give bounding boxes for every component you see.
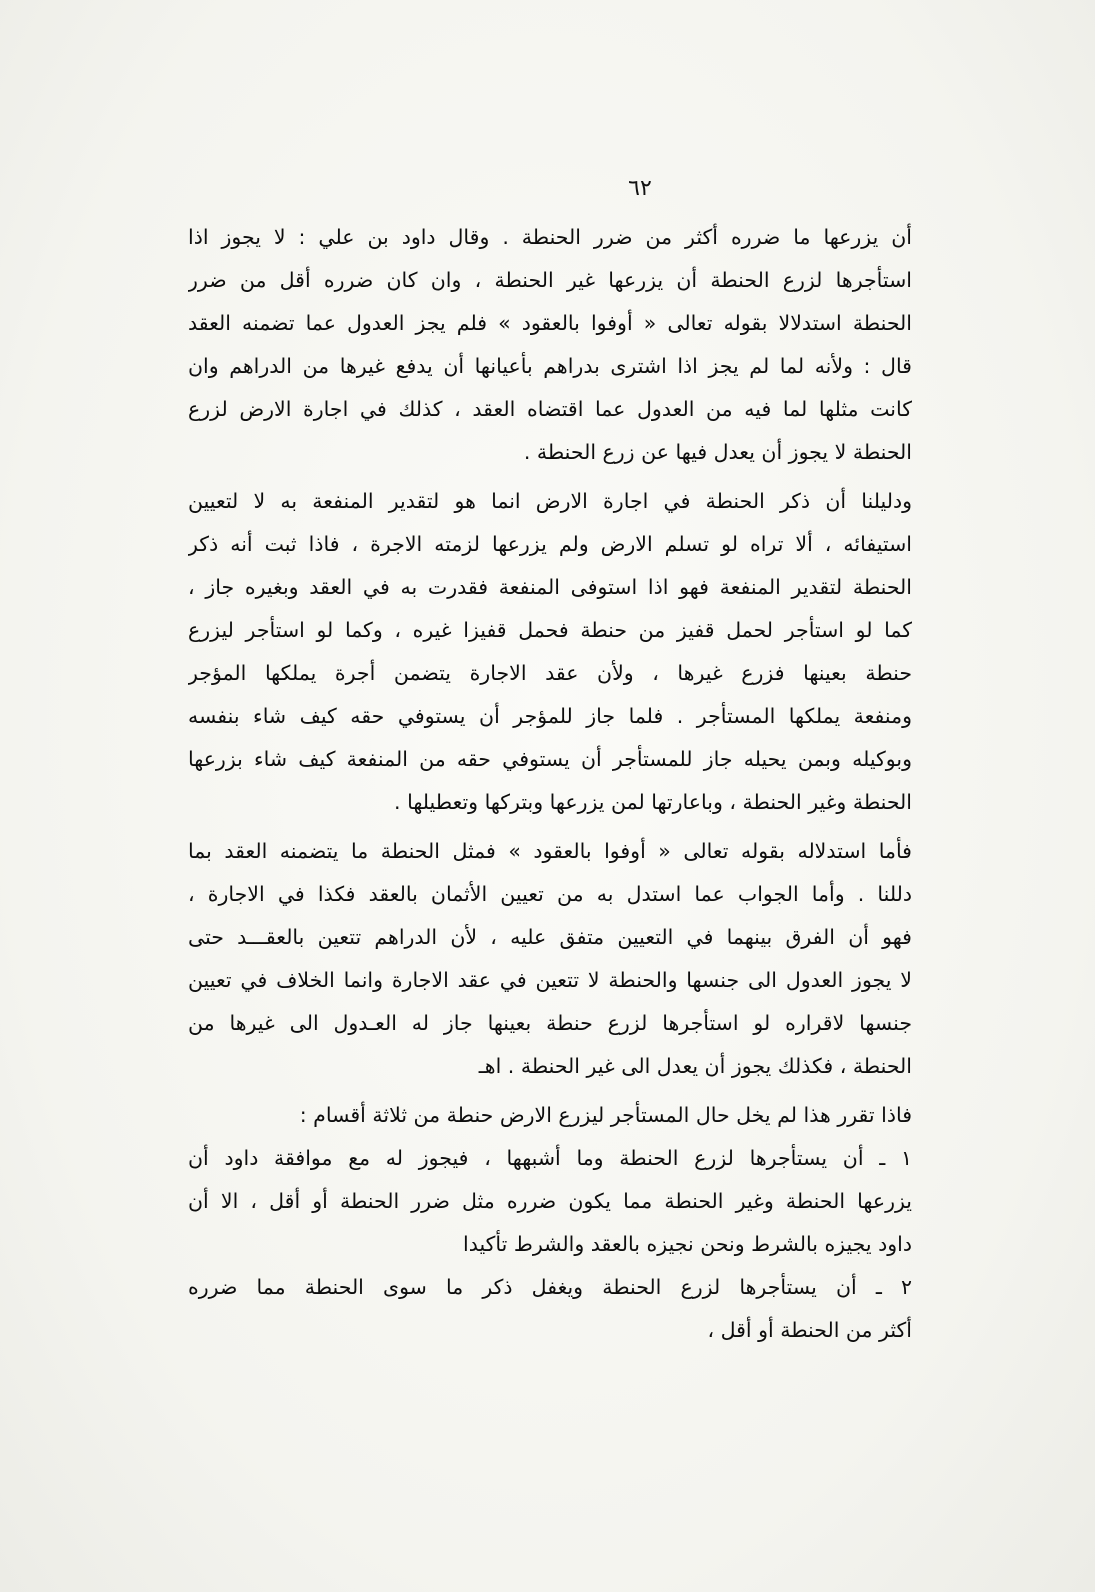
text-line: استيفائه ، ألا تراه لو تسلم الارض ولم يزرعها لزمته الاجرة ، فاذا ثبت أنه ذكر — [188, 532, 912, 556]
text-line: فهو أن الفرق بينهما في التعيين متفق عليه ، لأن الدراهم تتعين بالعقـــد حتى — [188, 925, 912, 949]
text-line: داود يجيزه بالشرط ونحن نجيزه بالعقد والشرط تأكيدا — [463, 1232, 912, 1256]
body-text — [188, 216, 912, 1352]
page-number: ٦٢ — [628, 176, 652, 201]
text-line: الحنطة لا يجوز أن يعدل فيها عن زرع الحنطة . — [523, 440, 912, 464]
text-line: ومنفعة يملكها المستأجر . فلما جاز للمؤجر أن يستوفي حقه كيف شاء بنفسه — [188, 704, 912, 728]
text-line: يزرعها الحنطة وغير الحنطة مما يكون ضرره مثل ضرر الحنطة أو أقل ، الا أن — [188, 1189, 912, 1213]
text-line: الحنطة وغير الحنطة ، وباعارتها لمن يزرعها وبتركها وتعطيلها . — [394, 790, 912, 814]
text-line: قال : ولأنه لما لم يجز اذا اشترى بدراهم بأعيانها أن يدفع غيرها من الدراهم وان — [188, 354, 912, 378]
text-line: أكثر من الحنطة أو أقل ، — [707, 1318, 912, 1342]
text-line: أن يزرعها ما ضرره أكثر من ضرر الحنطة . وقال داود بن علي : لا يجوز اذا — [188, 225, 912, 249]
text-line: وبوكيله وبمن يحيله جاز للمستأجر أن يستوفي حقه من المنفعة كيف شاء بزرعها — [188, 747, 912, 771]
text-line: فاذا تقرر هذا لم يخل حال المستأجر ليزرع الارض حنطة من ثلاثة أقسام : — [299, 1103, 912, 1127]
text-line: الحنطة لتقدير المنفعة فهو اذا استوفى المنفعة فقدرت به في العقد وبغيره جاز ، — [188, 575, 912, 599]
text-line: ١ ـ أن يستأجرها لزرع الحنطة وما أشبهها ، فيجوز له مع موافقة داود أن — [188, 1146, 912, 1170]
text-line: استأجرها لزرع الحنطة أن يزرعها غير الحنطة ، وان كان ضرره أقل من ضرر — [188, 268, 912, 292]
text-line: ٢ ـ أن يستأجرها لزرع الحنطة ويغفل ذكر ما سوى الحنطة مما ضرره — [188, 1275, 912, 1299]
text-line: جنسها لاقراره لو استأجرها لزرع حنطة بعينها جاز له العـدول الى غيرها من — [188, 1011, 912, 1035]
text-line: دللنا . وأما الجواب عما استدل به من تعيين الأثمان بالعقد فكذا في الاجارة ، — [188, 882, 912, 906]
text-line: الحنطة استدلالا بقوله تعالى « أوفوا بالعقود » فلم يجز العدول عما تضمنه العقد — [188, 311, 912, 335]
text-line: لا يجوز العدول الى جنسها والحنطة لا تتعين في عقد الاجارة وانما الخلاف في تعيين — [188, 968, 912, 992]
text-line: فأما استدلاله بقوله تعالى « أوفوا بالعقود » فمثل الحنطة ما يتضمنه العقد بما — [188, 839, 912, 863]
text-line: كما لو استأجر لحمل قفيز من حنطة فحمل قفيزا غيره ، وكما لو استأجر ليزرع — [188, 618, 912, 642]
text-line: حنطة بعينها فزرع غيرها ، ولأن عقد الاجارة يتضمن أجرة يملكها المؤجر — [188, 661, 912, 685]
text-line: كانت مثلها لما فيه من العدول عما اقتضاه العقد ، كذلك في اجارة الارض لزرع — [188, 397, 912, 421]
text-line: الحنطة ، فكذلك يجوز أن يعدل الى غير الحنطة . اهـ — [478, 1054, 912, 1078]
text-line: ودليلنا أن ذكر الحنطة في اجارة الارض انما هو لتقدير المنفعة به لا لتعيين — [188, 489, 912, 513]
